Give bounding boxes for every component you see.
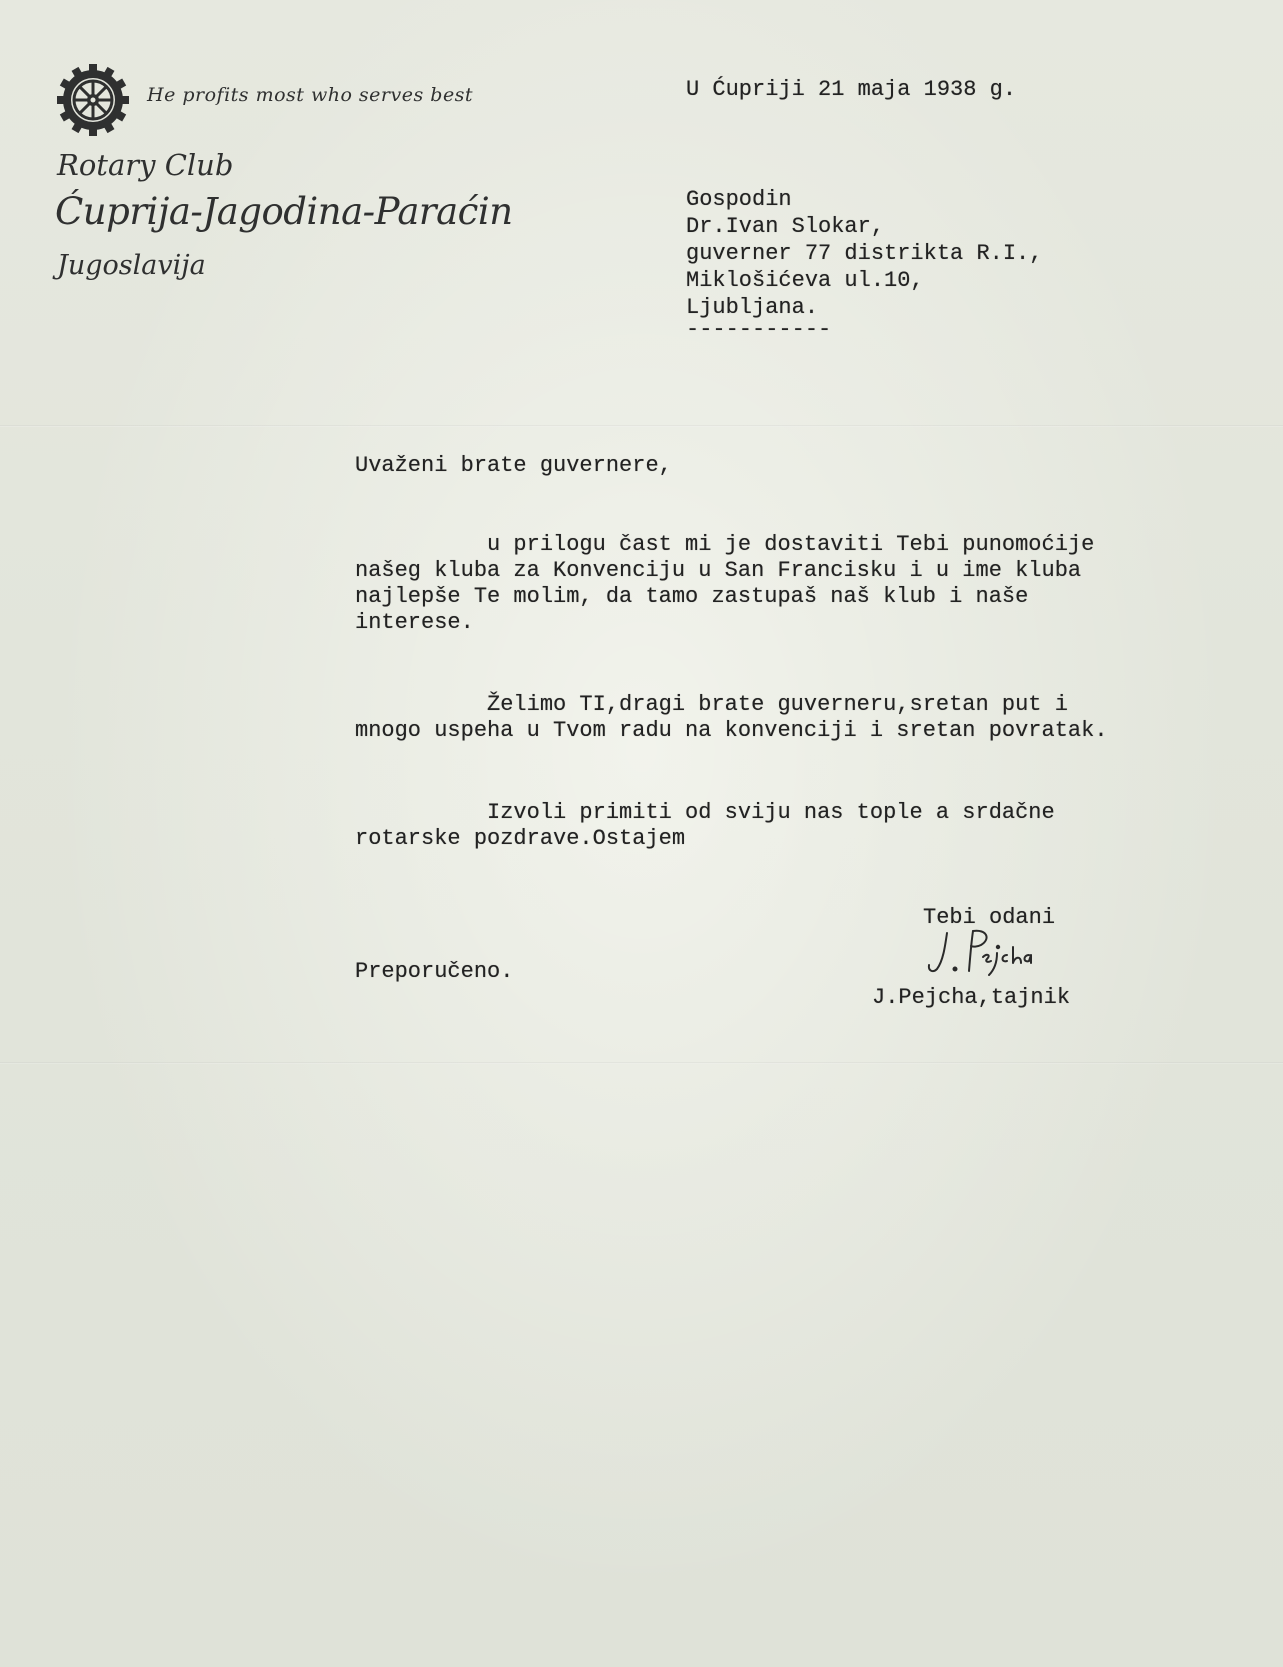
recipient-title: Gospodin [686, 187, 792, 212]
address-rule: ----------- [686, 317, 832, 342]
body-paragraph-1: u prilogu čast mi je dostaviti Tebi punomoćije našeg kluba za Konvenciju u San Francisku i u ime kluba najlepše Te molim, da tamo zastupaš naš klub i naše interese. [355, 532, 1095, 635]
signer-name: J.Pejcha,tajnik [872, 985, 1071, 1010]
recipient-street: Miklošićeva ul.10, [686, 268, 924, 293]
salutation: Uvaženi brate guvernere, [355, 453, 672, 478]
registered-mail-note: Preporučeno. [355, 959, 514, 984]
club-cities: Ćuprija-Jagodina-Paraćin [55, 190, 513, 233]
letter-date: U Ćupriji 21 maja 1938 g. [686, 77, 1017, 102]
closing-phrase: Tebi odani [923, 905, 1056, 930]
recipient-city: Ljubljana. [686, 295, 819, 320]
body-paragraph-3: Izvoli primiti od sviju nas tople a srdačne rotarske pozdrave.Ostajem [355, 800, 1055, 851]
club-country: Jugoslavija [57, 250, 206, 281]
paper-fold [0, 1062, 1283, 1064]
recipient-address [686, 186, 1042, 321]
body-paragraph-2: Želimo TI,dragi brate guverneru,sretan put i mnogo uspeha u Tvom radu na konvenciji i sretan povratak. [355, 692, 1108, 743]
rotary-wheel-icon [55, 62, 131, 138]
letterhead [55, 62, 575, 302]
paper-fold [0, 425, 1283, 427]
club-motto: He profits most who serves best [147, 84, 474, 106]
recipient-name: Dr.Ivan Slokar, [686, 214, 885, 239]
recipient-position: guverner 77 distrikta R.I., [686, 241, 1043, 266]
club-name: Rotary Club [57, 148, 234, 182]
